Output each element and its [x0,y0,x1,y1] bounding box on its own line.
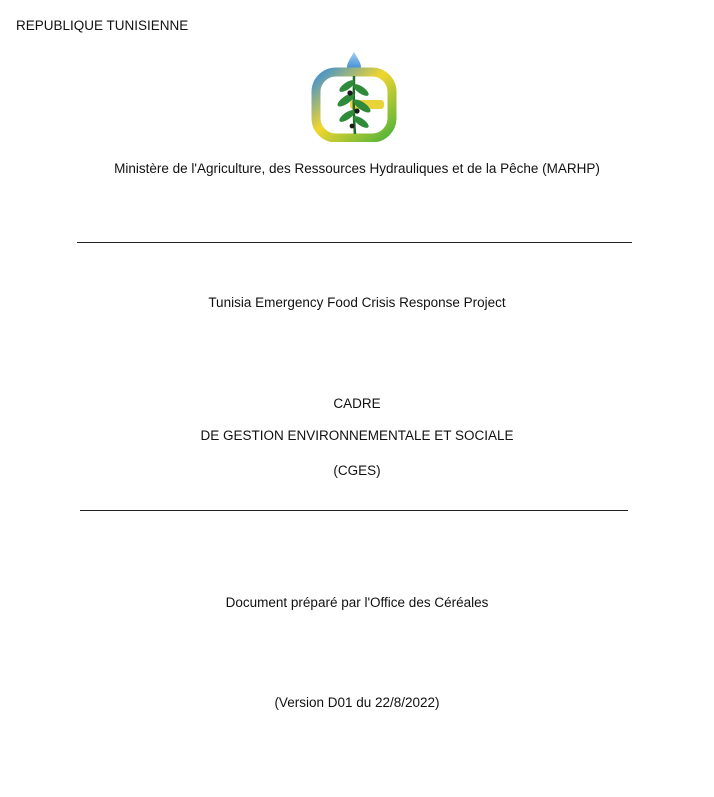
title-line-1: CADRE [333,396,381,411]
project-name: Tunisia Emergency Food Crisis Response Project [208,295,506,310]
prepared-by: Document préparé par l'Office des Céréales [225,595,489,610]
separator-line-bottom [80,510,628,511]
separator-line-top [77,242,632,243]
version-label: (Version D01 du 22/8/2022) [274,695,440,710]
title-line-3: (CGES) [333,463,381,478]
ministry-name: Ministère de l'Agriculture, des Ressources Hydrauliques et de la Pêche (MARHP) [114,161,600,176]
title-line-2: DE GESTION ENVIRONNEMENTALE ET SOCIALE [200,428,514,443]
country-heading: REPUBLIQUE TUNISIENNE [16,18,189,33]
ministry-logo-icon [310,50,398,142]
